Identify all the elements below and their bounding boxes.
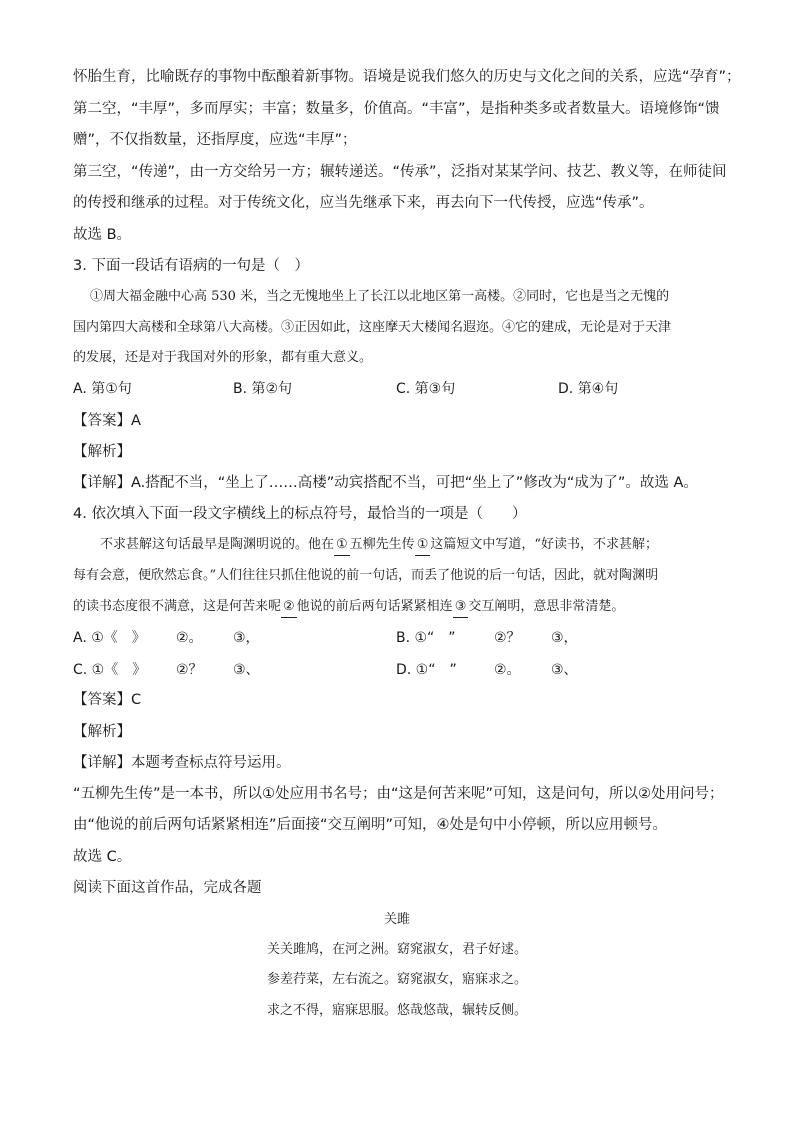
option-a-blank3: ③， <box>233 630 260 646</box>
passage-text: 他说的前后两句话紧紧相连 <box>296 599 453 614</box>
detail-line: 由“他说的前后两句话紧紧相连”后面接“交互阐明”可知，④处是句中小停顿，所以应用顿号。 <box>73 817 668 833</box>
explanation-line: 第三空，“传递”，由一方交给另一方；辗转递送。“传承”，泛指对某某学问、技艺、教义等，在师徒间 <box>73 164 727 180</box>
option-b-blank2: ②？ <box>494 630 521 646</box>
poem-line: 参差荇菜，左右流之。窈窕淑女，寤寐求之。 <box>266 972 527 987</box>
question-4-stem: 4. 依次填入下面一段文字横线上的标点符号，最恰当的一项是（ ） <box>73 506 527 522</box>
poem-line: 关关雎鸠，在河之洲。窈窕淑女，君子好逑。 <box>266 942 527 957</box>
option-d-blank1: D. ①“ ” <box>396 662 457 678</box>
passage-text: 五柳先生传 <box>349 537 415 552</box>
blank-1: ① <box>415 535 431 556</box>
option-d-blank2: ②。 <box>494 662 521 678</box>
conclusion-line: 故选 C。 <box>73 849 132 865</box>
question-3-stem: 3. 下面一段话有语病的一句是（ ） <box>73 258 309 274</box>
explanation-line: 的传授和继承的过程。对于传统文化，应当先继承下来，再去向下一代传授，应选“传承”。 <box>73 195 654 211</box>
option-a-blank1: A. ①《 》 <box>73 630 146 646</box>
analysis-tag: 【解析】 <box>73 444 131 460</box>
option-c: C. 第③句 <box>396 381 456 397</box>
reading-intro: 阅读下面这首作品，完成各题 <box>73 880 262 896</box>
answer-tag: 【答案】A <box>73 413 141 429</box>
question-3-passage: ①周大福金融中心高 530 米，当之无愧地坐上了长江以北地区第一高楼。②同时，它也是当之无愧的 <box>90 289 670 304</box>
passage-text: 不求甚解这句话最早是陶渊明说的。他在 <box>100 537 335 552</box>
answer-tag: 【答案】C <box>73 692 142 708</box>
option-d: D. 第④句 <box>558 381 619 397</box>
option-c-blank3: ③、 <box>233 662 260 678</box>
explanation-line: 怀胎生育，比喻既存的事物中酝酿着新事物。语境是说我们悠久的历史与文化之间的关系，应选“孕育”； <box>73 69 741 85</box>
explanation-line: 赠”，不仅指数量，还指厚度，应选“丰厚”； <box>73 132 357 148</box>
passage-text: 的读书态度很不满意，这是何苦来呢 <box>73 599 282 614</box>
option-c-blank2: ②？ <box>176 662 203 678</box>
conclusion-line: 故选 B。 <box>73 227 132 243</box>
question-3-passage: 国内第四大高楼和全球第八大高楼。③正因如此，这座摩天大楼闻名遐迩。④它的建成，无论是对于天津 <box>73 320 672 335</box>
question-3-passage: 的发展，还是对于我国对外的形象，都有重大意义。 <box>73 350 373 365</box>
blank-1: ① <box>334 535 350 556</box>
option-a: A. 第①句 <box>73 381 132 397</box>
poem-line: 求之不得，寤寐思服。悠哉悠哉，辗转反侧。 <box>266 1003 527 1018</box>
question-4-passage <box>100 535 760 556</box>
question-4-passage <box>73 597 733 618</box>
question-4-passage: 每有会意，便欣然忘食。”人们往往只抓住他说的前一句话，而丢了他说的后一句话，因此，就对陶渊明 <box>73 568 659 583</box>
passage-text: 这篇短文中写道，“好读书，不求甚解； <box>430 537 658 552</box>
detail-line: 【详解】本题考查标点符号运用。 <box>73 755 291 771</box>
option-d-blank3: ③、 <box>551 662 578 678</box>
option-b-blank1: B. ①“ ” <box>396 630 456 646</box>
option-c-blank1: C. ①《 》 <box>73 662 147 678</box>
poem-title: 关雎 <box>383 912 410 927</box>
detail-line: “五柳先生传”是一本书，所以①处应用书名号；由“这是何苦来呢”可知，这是问句，所以②处用问号； <box>73 786 724 802</box>
blank-3: ③ <box>453 597 469 618</box>
detail-line: 【详解】A.搭配不当，“坐上了……高楼”动宾搭配不当，可把“坐上了”修改为“成为了”。故选 A。 <box>73 475 698 491</box>
option-b: B. 第②句 <box>233 381 293 397</box>
analysis-tag: 【解析】 <box>73 724 131 740</box>
passage-text: 交互阐明，意思非常清楚。 <box>468 599 625 614</box>
option-b-blank3: ③， <box>551 630 578 646</box>
blank-2: ② <box>281 597 297 618</box>
explanation-line: 第二空，“丰厚”，多而厚实；丰富；数量多，价值高。“丰富”，是指种类多或者数量大。语境修饰“馈 <box>73 101 720 117</box>
option-a-blank2: ②。 <box>176 630 203 646</box>
